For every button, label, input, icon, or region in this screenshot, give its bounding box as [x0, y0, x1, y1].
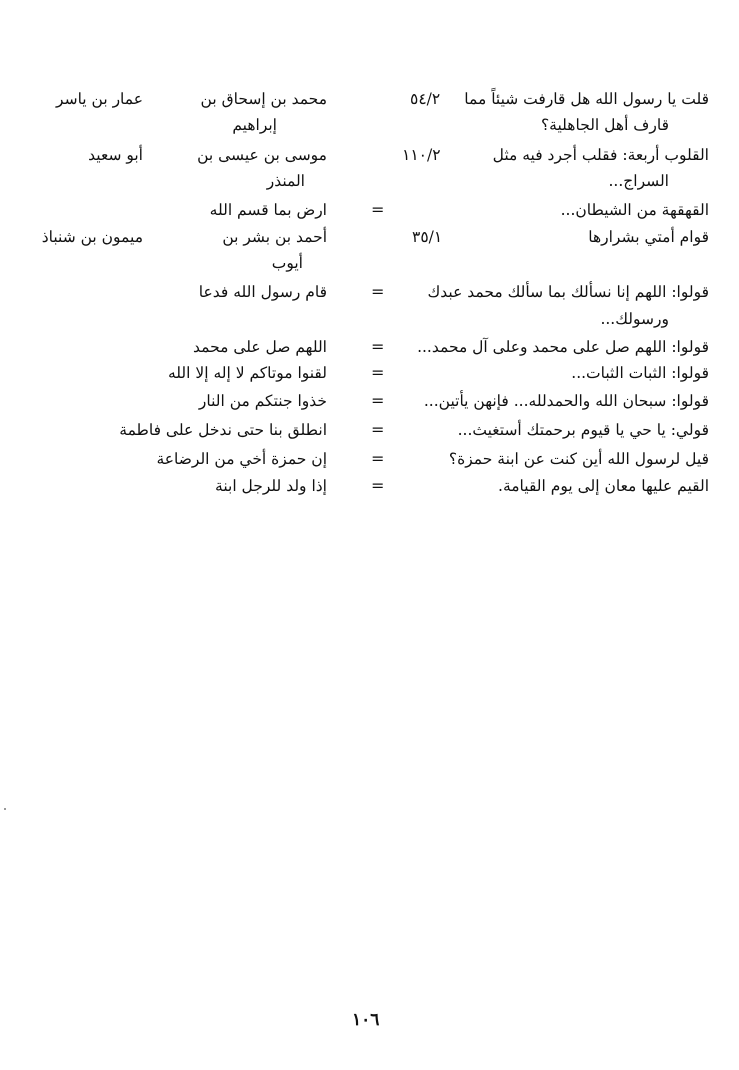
narrator: موسى بن عيسى بن — [197, 146, 327, 164]
same-as-sign: = — [371, 337, 385, 356]
same-as-sign: = — [371, 449, 385, 468]
hadith-reference: ٣٥/١ — [412, 228, 443, 246]
hadith-reference: ٥٤/٢ — [410, 90, 441, 108]
hadith-text: قولي: يا حي يا قيوم برحمتك أستغيث... — [457, 421, 709, 439]
hadith-text-cont: قارف أهل الجاهلية؟ — [540, 116, 669, 134]
hadith-text: قوام أمتي بشرارها — [588, 228, 709, 246]
same-as-sign: = — [371, 282, 385, 301]
page-number: ١٠٦ — [352, 1010, 380, 1030]
hadith-text: قولوا: الثبات الثبات... — [571, 364, 709, 382]
hadith-text: قلت يا رسول الله هل قارفت شيئاً مما — [464, 90, 709, 108]
same-as-text: إذا ولد للرجل ابنة — [215, 477, 327, 495]
same-as-text: لقنوا موتاكم لا إله إلا الله — [167, 364, 327, 382]
same-as-sign: = — [371, 420, 385, 439]
same-as-sign: = — [371, 200, 385, 219]
same-as-text: إن حمزة أخي من الرضاعة — [156, 450, 327, 468]
same-as-sign: = — [371, 363, 385, 382]
source-companion: ميمون بن شنباذ — [41, 228, 143, 246]
scan-speck — [4, 808, 6, 810]
same-as-sign: = — [371, 476, 385, 495]
source-companion: عمار بن ياسر — [56, 90, 143, 108]
hadith-text: قولوا: اللهم إنا نسألك بما سألك محمد عبدك — [427, 283, 709, 301]
narrator: أحمد بن بشر بن — [222, 228, 327, 246]
narrator: محمد بن إسحاق بن — [200, 90, 327, 108]
same-as-text: ارض بما قسم الله — [209, 201, 327, 219]
same-as-text: اللهم صل على محمد — [192, 338, 327, 356]
hadith-text: القلوب أربعة: فقلب أجرد فيه مثل — [492, 146, 709, 164]
hadith-text: قولوا: سبحان الله والحمدلله... فإنهن يأتين... — [423, 392, 709, 410]
narrator-cont: إبراهيم — [232, 116, 277, 134]
hadith-text: القهقهة من الشيطان... — [560, 201, 709, 219]
same-as-text: انطلق بنا حتى ندخل على فاطمة — [119, 421, 327, 439]
hadith-text-cont: ورسولك... — [600, 310, 669, 328]
hadith-text: قولوا: اللهم صل على محمد وعلى آل محمد... — [417, 338, 709, 356]
narrator-cont: أيوب — [271, 254, 303, 272]
same-as-sign: = — [371, 391, 385, 410]
hadith-reference: ١١٠/٢ — [402, 146, 441, 164]
same-as-text: قام رسول الله فدعا — [198, 283, 327, 301]
hadith-text: القيم عليها معان إلى يوم القيامة. — [498, 477, 709, 495]
same-as-text: خذوا جنتكم من النار — [198, 392, 327, 410]
source-companion: أبو سعيد — [88, 146, 143, 164]
hadith-text-cont: السراج... — [608, 172, 669, 190]
hadith-text: قيل لرسول الله أين كنت عن ابنة حمزة؟ — [448, 450, 709, 468]
narrator-cont: المنذر — [266, 172, 305, 190]
